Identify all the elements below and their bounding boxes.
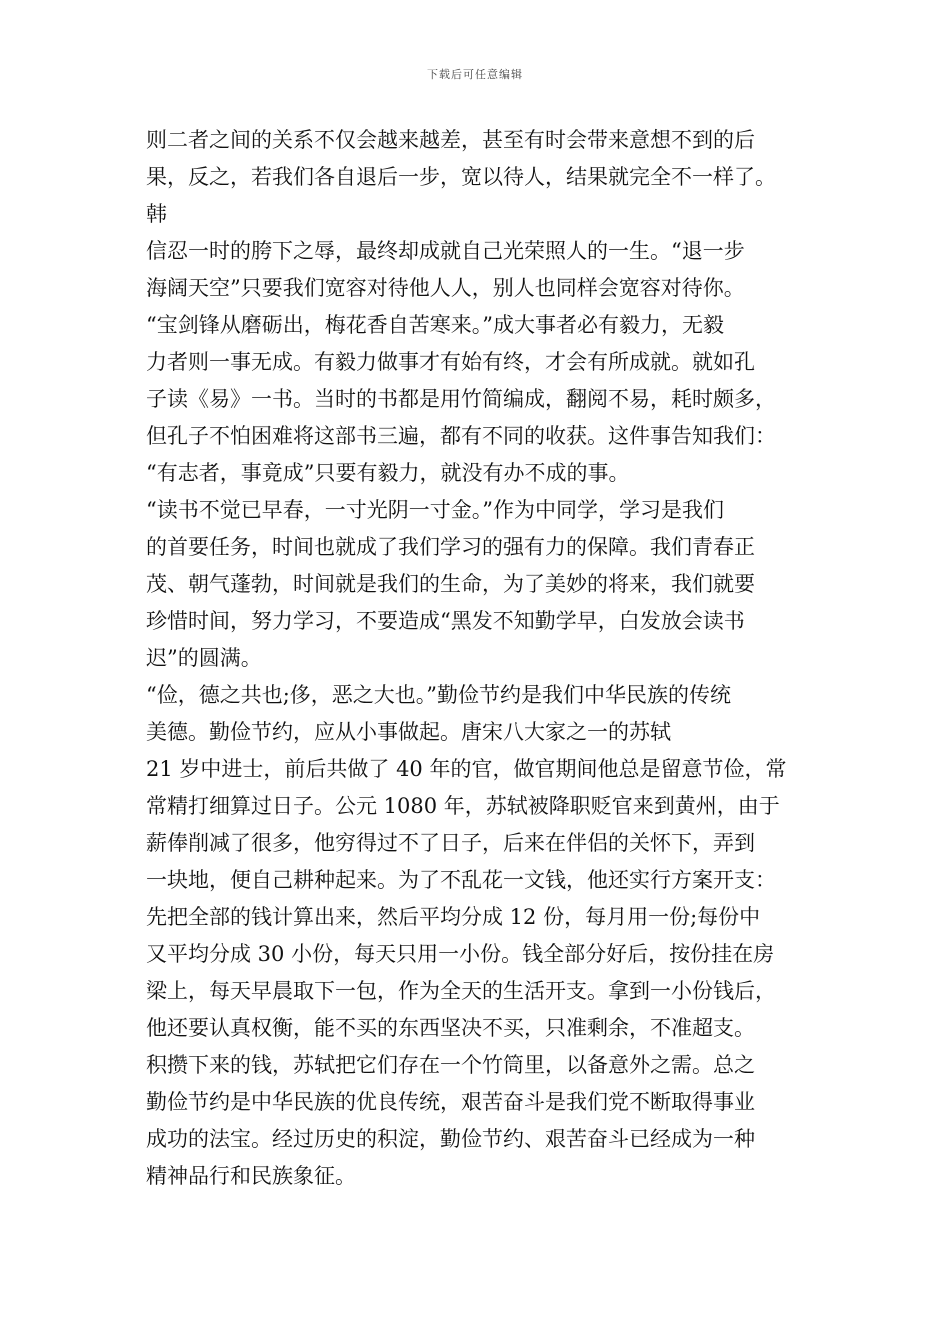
text-line: 迟”的圆满。 (146, 646, 262, 670)
text-line: 海阔天空”只要我们宽容对待他人人，别人也同样会宽容对待你。 (146, 276, 745, 300)
text-line: “宝剑锋从磨砺出，梅花香自苦寒来。”成大事者必有毅力，无毅 (146, 313, 724, 337)
text-line: 信忍一时的胯下之辱，最终却成就自己光荣照人的一生。“退一步 (146, 239, 745, 263)
text-line: 美德。勤俭节约，应从小事做起。唐宋八大家之一的苏轼 (146, 720, 671, 744)
text-line: 他还要认真权衡，能不买的东西坚决不买，只准剩余，不准超支。 (146, 1016, 755, 1040)
text-line: 果，反之，若我们各自退后一步，宽以待人，结果就完全不一样了。 (146, 165, 776, 189)
text-line: “有志者，事竟成”只要有毅力，就没有办不成的事。 (146, 461, 630, 485)
text-line: 先把全部的钱计算出来，然后平均分成 12 份，每月用一份;每份中 (146, 905, 761, 929)
page-header: 下载后可任意编辑 (427, 68, 523, 81)
text-line: 茂、朝气蓬勃，时间就是我们的生命，为了美妙的将来，我们就要 (146, 572, 755, 596)
text-line: 则二者之间的关系不仅会越来越差，甚至有时会带来意想不到的后 (146, 128, 755, 152)
text-line: 21 岁中进士，前后共做了 40 年的官，做官期间他总是留意节俭，常 (146, 757, 787, 781)
text-line: 精神品行和民族象征。 (146, 1164, 356, 1188)
text-line: 薪俸削减了很多，他穷得过不了日子，后来在伴侣的关怀下，弄到 (146, 831, 755, 855)
text-line: 又平均分成 30 小份，每天只用一小份。钱全部分好后，按份挂在房 (146, 942, 775, 966)
text-line: 珍惜时间，努力学习，不要造成“黑发不知勤学早，白发放会读书 (146, 609, 745, 633)
text-line: 勤俭节约是中华民族的优良传统，艰苦奋斗是我们党不断取得事业 (146, 1090, 755, 1114)
text-line: 成功的法宝。经过历史的积淀，勤俭节约、艰苦奋斗已经成为一种 (146, 1127, 755, 1151)
text-line: 积攒下来的钱，苏轼把它们存在一个竹筒里，以备意外之需。总之 (146, 1053, 755, 1077)
text-line: 一块地，便自己耕种起来。为了不乱花一文钱，他还实行方案开支： (146, 868, 776, 892)
text-line: “读书不觉已早春，一寸光阴一寸金。”作为中同学，学习是我们 (146, 498, 724, 522)
text-line: 力者则一事无成。有毅力做事才有始有终，才会有所成就。就如孔 (146, 350, 755, 374)
text-line: 但孔子不怕困难将这部书三遍，都有不同的收获。这件事告知我们： (146, 424, 776, 448)
body-text (146, 122, 828, 1195)
text-line: 梁上，每天早晨取下一包，作为全天的生活开支。拿到一小份钱后， (146, 979, 776, 1003)
text-line: “俭，德之共也;侈，恶之大也。”勤俭节约是我们中华民族的传统 (146, 683, 732, 707)
text-line: 子读《易》一书。当时的书都是用竹简编成，翻阅不易，耗时颇多， (146, 387, 776, 411)
text-line: 常精打细算过日子。公元 1080 年，苏轼被降职贬官来到黄州，由于 (146, 794, 780, 818)
text-line: 韩 (146, 202, 167, 226)
text-line: 的首要任务，时间也就成了我们学习的强有力的保障。我们青春正 (146, 535, 755, 559)
